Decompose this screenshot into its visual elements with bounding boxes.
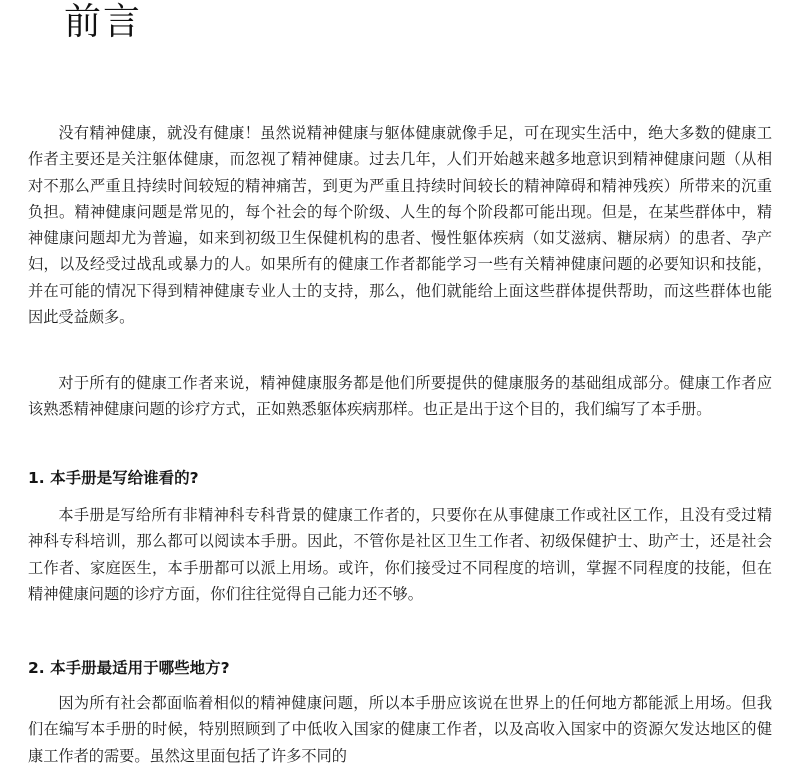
- section-paragraph-audience: 本手册是写给所有非精神科专科背景的健康工作者的，只要你在从事健康工作或社区工作，且没有受过精神科专科培训，那么都可以阅读本手册。因此，不管你是社区卫生工作者、初级保健护士、助产士，还是社会工作者、家庭医生，本手册都可以派上用场。或许，你们接受过不同程度的培训，掌握不同程度的技能，但在精神健康问题的诊疗方面，你们往往觉得自己能力还不够。: [28, 506, 772, 603]
- section-heading-audience: 1. 本手册是写给谁看的?: [28, 469, 199, 487]
- intro-paragraph-2: 对于所有的健康工作者来说，精神健康服务都是他们所要提供的健康服务的基础组成部分。健康工作者应该熟悉精神健康问题的诊疗方式，正如熟悉躯体疾病那样。也正是出于这个目的，我们编写了本手册。: [28, 374, 772, 419]
- section-paragraph-applicability: 因为所有社会都面临着相似的精神健康问题，所以本手册应该说在世界上的任何地方都能派上用场。但我们在编写本手册的时候，特别照顾到了中低收入国家的健康工作者，以及高收入国家中的资源欠发达地区的健康工作者的需要。虽然这里面包括了许多不同的: [28, 694, 772, 765]
- section-heading-applicability: 2. 本手册最适用于哪些地方?: [28, 659, 230, 677]
- intro-paragraph-1: 没有精神健康，就没有健康！虽然说精神健康与躯体健康就像手足，可在现实生活中，绝大多数的健康工作者主要还是关注躯体健康，而忽视了精神健康。过去几年，人们开始越来越多地意识到精神健康问题（从相对不那么严重且持续时间较短的精神痛苦，到更为严重且持续时间较长的精神障碍和精神残疾）所带来的沉重负担。精神健康问题是常见的，每个社会的每个阶级、人生的每个阶段都可能出现。但是，在某些群体中，精神健康问题却尤为普遍，如来到初级卫生保健机构的患者、慢性躯体疾病（如艾滋病、糖尿病）的患者、孕产妇，以及经受过战乱或暴力的人。如果所有的健康工作者都能学习一些有关精神健康问题的必要知识和技能，并在可能的情况下得到精神健康专业人士的支持，那么，他们就能给上面这些群体提供帮助，而这些群体也能因此受益颇多。: [28, 124, 772, 327]
- chapter-title: 前言: [64, 0, 142, 43]
